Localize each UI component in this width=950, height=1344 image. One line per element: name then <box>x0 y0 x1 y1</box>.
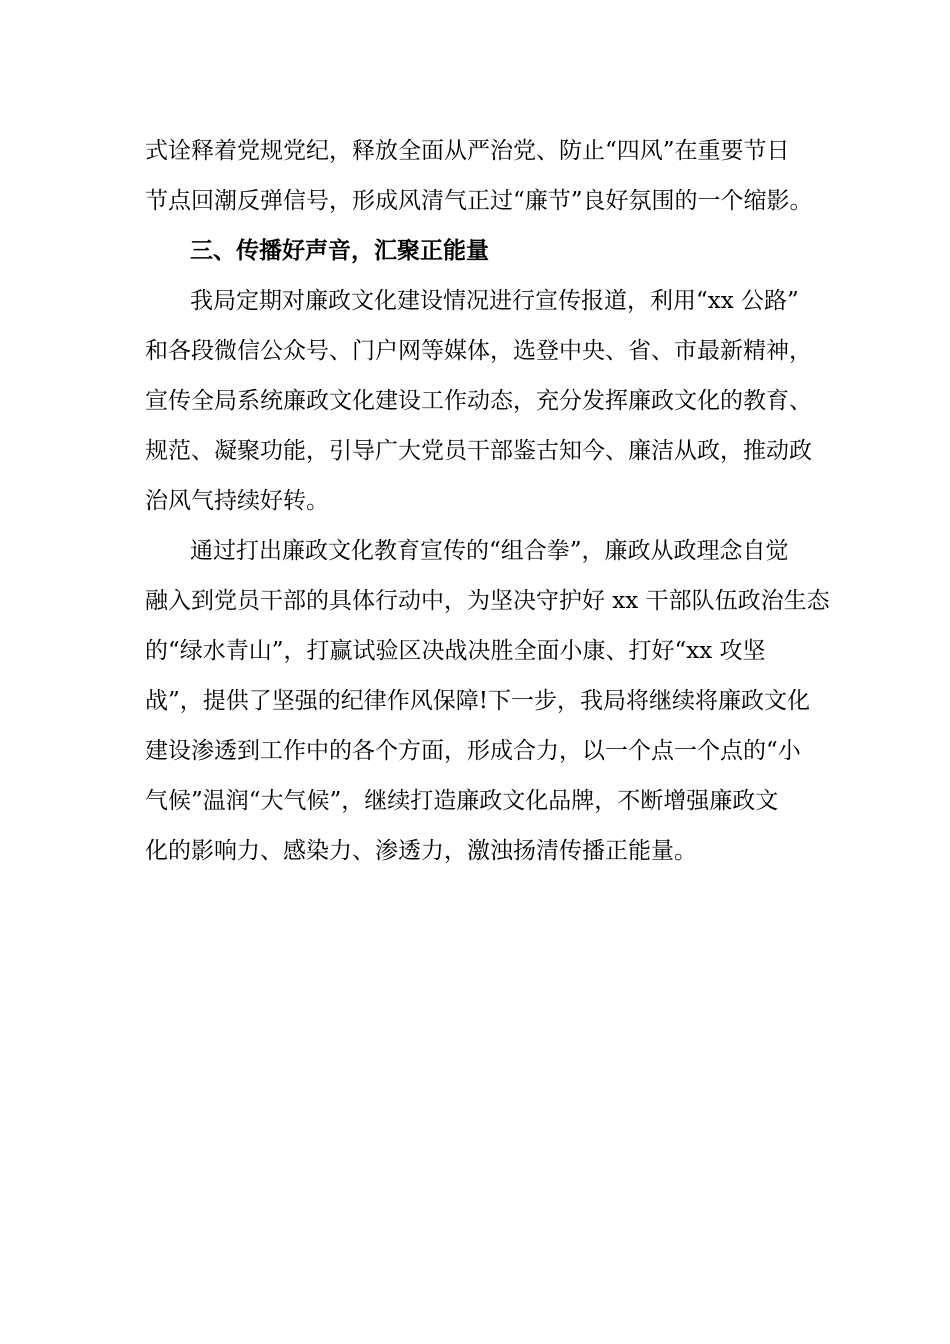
paragraph-line: 治风气持续好转。 <box>145 488 329 514</box>
paragraph-line: 宣传全局系统廉政文化建设工作动态，充分发挥廉政文化的教育、 <box>145 388 812 414</box>
paragraph-line: 和各段微信公众号、门户网等媒体，选登中央、省、市最新精神， <box>145 338 812 364</box>
paragraph-line: 通过打出廉政文化教育宣传的“组合拳”，廉政从政理念自觉 <box>190 538 789 564</box>
paragraph-line: 建设渗透到工作中的各个方面，形成合力，以一个点一个点的“小 <box>145 738 801 764</box>
paragraph-line: 的“绿水青山”，打赢试验区决战决胜全面小康、打好“xx 攻坚 <box>145 638 766 664</box>
paragraph-line: 化的影响力、感染力、渗透力，激浊扬清传播正能量。 <box>145 838 697 864</box>
paragraph-line: 融入到党员干部的具体行动中，为坚决守护好 xx 干部队伍政治生态 <box>145 588 830 614</box>
paragraph-continued-line: 式诠释着党规党纪，释放全面从严治党、防止“四风”在重要节日 <box>145 138 790 164</box>
paragraph-line: 规范、凝聚功能，引导广大党员干部鉴古知今、廉洁从政，推动政 <box>145 438 812 464</box>
section-heading: 三、传播好声音，汇聚正能量 <box>190 237 489 264</box>
paragraph-line: 战”，提供了坚强的纪律作风保障!下一步，我局将继续将廉政文化 <box>145 688 811 714</box>
paragraph-line: 气候”温润“大气候”，继续打造廉政文化品牌，不断增强廉政文 <box>145 788 779 814</box>
paragraph-line: 我局定期对廉政文化建设情况进行宣传报道，利用“xx 公路” <box>190 288 799 314</box>
paragraph-continued-line: 节点回潮反弹信号，形成风清气正过“廉节”良好氛围的一个缩影。 <box>145 188 813 214</box>
